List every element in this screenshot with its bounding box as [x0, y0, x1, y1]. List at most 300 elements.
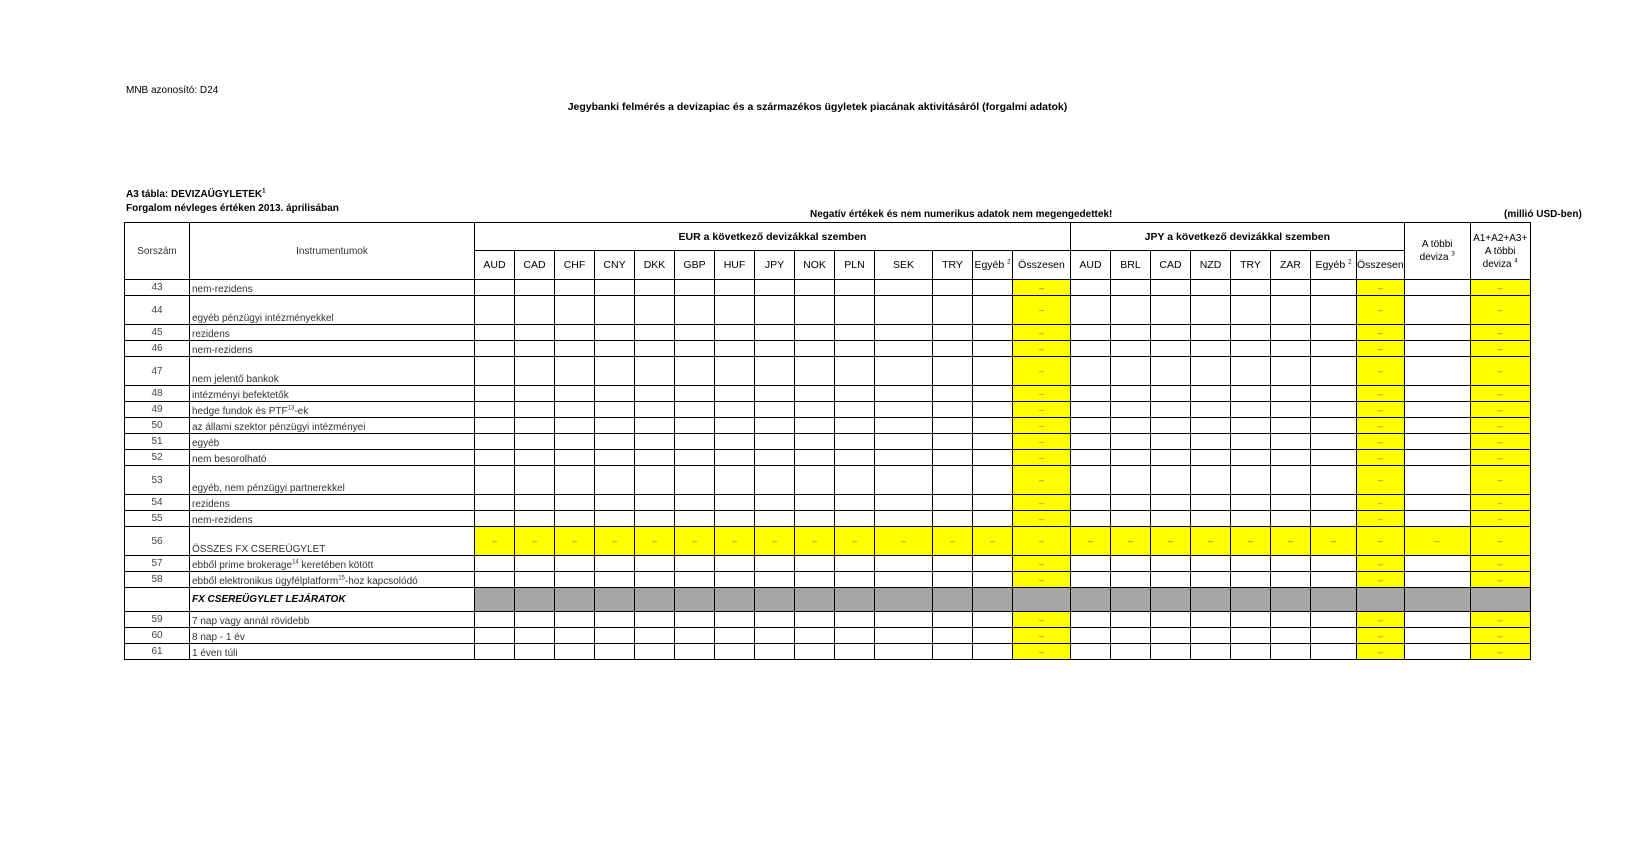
input-cell[interactable]: [1231, 612, 1271, 628]
other-currency-cell[interactable]: [1404, 280, 1470, 296]
input-cell[interactable]: [875, 418, 933, 434]
input-cell[interactable]: [475, 418, 515, 434]
input-cell[interactable]: [475, 357, 515, 386]
other-currency-cell[interactable]: [1404, 511, 1470, 527]
input-cell[interactable]: [795, 495, 835, 511]
input-cell[interactable]: [1111, 612, 1151, 628]
input-cell[interactable]: [475, 296, 515, 325]
input-cell[interactable]: [635, 466, 675, 495]
input-cell[interactable]: [795, 466, 835, 495]
input-cell[interactable]: [675, 644, 715, 660]
input-cell[interactable]: [715, 357, 755, 386]
input-cell[interactable]: [1271, 450, 1311, 466]
other-currency-cell[interactable]: [1404, 556, 1470, 572]
input-cell[interactable]: [1071, 386, 1111, 402]
input-cell[interactable]: [1191, 466, 1231, 495]
input-cell[interactable]: [835, 628, 875, 644]
input-cell[interactable]: [875, 628, 933, 644]
input-cell[interactable]: [973, 386, 1013, 402]
input-cell[interactable]: [1231, 450, 1271, 466]
input-cell[interactable]: [755, 450, 795, 466]
input-cell[interactable]: [1151, 556, 1191, 572]
input-cell[interactable]: [555, 402, 595, 418]
input-cell[interactable]: [595, 325, 635, 341]
input-cell[interactable]: [835, 418, 875, 434]
input-cell[interactable]: [715, 644, 755, 660]
input-cell[interactable]: [635, 280, 675, 296]
input-cell[interactable]: [933, 402, 973, 418]
input-cell[interactable]: [973, 495, 1013, 511]
input-cell[interactable]: [795, 511, 835, 527]
input-cell[interactable]: [755, 325, 795, 341]
input-cell[interactable]: [1311, 325, 1357, 341]
input-cell[interactable]: [973, 418, 1013, 434]
input-cell[interactable]: [1311, 450, 1357, 466]
input-cell[interactable]: [973, 572, 1013, 588]
input-cell[interactable]: [1071, 628, 1111, 644]
other-currency-cell[interactable]: [1404, 434, 1470, 450]
input-cell[interactable]: [933, 556, 973, 572]
other-currency-cell[interactable]: [1404, 418, 1470, 434]
input-cell[interactable]: [1071, 556, 1111, 572]
input-cell[interactable]: [1111, 495, 1151, 511]
other-currency-cell[interactable]: [1404, 612, 1470, 628]
input-cell[interactable]: [755, 572, 795, 588]
input-cell[interactable]: [1151, 612, 1191, 628]
input-cell[interactable]: [933, 357, 973, 386]
other-currency-cell[interactable]: [1404, 296, 1470, 325]
input-cell[interactable]: [1151, 450, 1191, 466]
input-cell[interactable]: [635, 418, 675, 434]
input-cell[interactable]: [1231, 402, 1271, 418]
input-cell[interactable]: [875, 386, 933, 402]
input-cell[interactable]: [1311, 612, 1357, 628]
other-currency-cell[interactable]: [1404, 357, 1470, 386]
other-currency-cell[interactable]: [1404, 341, 1470, 357]
input-cell[interactable]: [795, 296, 835, 325]
input-cell[interactable]: [755, 296, 795, 325]
input-cell[interactable]: [973, 341, 1013, 357]
input-cell[interactable]: [1231, 386, 1271, 402]
input-cell[interactable]: [1111, 325, 1151, 341]
input-cell[interactable]: [675, 511, 715, 527]
input-cell[interactable]: [675, 495, 715, 511]
input-cell[interactable]: [715, 450, 755, 466]
input-cell[interactable]: [1111, 357, 1151, 386]
input-cell[interactable]: [635, 511, 675, 527]
input-cell[interactable]: [555, 341, 595, 357]
input-cell[interactable]: [933, 386, 973, 402]
input-cell[interactable]: [475, 434, 515, 450]
input-cell[interactable]: [1271, 644, 1311, 660]
input-cell[interactable]: [795, 325, 835, 341]
input-cell[interactable]: [555, 418, 595, 434]
input-cell[interactable]: [475, 556, 515, 572]
input-cell[interactable]: [795, 644, 835, 660]
input-cell[interactable]: [675, 325, 715, 341]
input-cell[interactable]: [675, 572, 715, 588]
input-cell[interactable]: [1271, 612, 1311, 628]
input-cell[interactable]: [755, 434, 795, 450]
input-cell[interactable]: [973, 434, 1013, 450]
input-cell[interactable]: [795, 418, 835, 434]
input-cell[interactable]: [835, 402, 875, 418]
input-cell[interactable]: [555, 612, 595, 628]
input-cell[interactable]: [555, 450, 595, 466]
input-cell[interactable]: [1191, 628, 1231, 644]
input-cell[interactable]: [595, 402, 635, 418]
input-cell[interactable]: [795, 341, 835, 357]
input-cell[interactable]: [675, 628, 715, 644]
input-cell[interactable]: [1071, 296, 1111, 325]
input-cell[interactable]: [875, 280, 933, 296]
input-cell[interactable]: [933, 511, 973, 527]
input-cell[interactable]: [755, 556, 795, 572]
input-cell[interactable]: [595, 495, 635, 511]
input-cell[interactable]: [1311, 418, 1357, 434]
input-cell[interactable]: [595, 572, 635, 588]
input-cell[interactable]: [1151, 402, 1191, 418]
input-cell[interactable]: [595, 450, 635, 466]
input-cell[interactable]: [1151, 280, 1191, 296]
input-cell[interactable]: [875, 357, 933, 386]
input-cell[interactable]: [875, 495, 933, 511]
input-cell[interactable]: [515, 325, 555, 341]
input-cell[interactable]: [1231, 644, 1271, 660]
input-cell[interactable]: [933, 450, 973, 466]
input-cell[interactable]: [635, 495, 675, 511]
input-cell[interactable]: [933, 495, 973, 511]
input-cell[interactable]: [635, 556, 675, 572]
input-cell[interactable]: [635, 628, 675, 644]
input-cell[interactable]: [515, 450, 555, 466]
input-cell[interactable]: [1311, 386, 1357, 402]
input-cell[interactable]: [1311, 466, 1357, 495]
input-cell[interactable]: [835, 280, 875, 296]
input-cell[interactable]: [795, 450, 835, 466]
input-cell[interactable]: [1311, 434, 1357, 450]
input-cell[interactable]: [875, 402, 933, 418]
other-currency-cell[interactable]: [1404, 325, 1470, 341]
input-cell[interactable]: [1231, 511, 1271, 527]
input-cell[interactable]: [973, 357, 1013, 386]
input-cell[interactable]: [835, 450, 875, 466]
input-cell[interactable]: [1111, 572, 1151, 588]
other-currency-cell[interactable]: [1404, 466, 1470, 495]
input-cell[interactable]: [835, 644, 875, 660]
input-cell[interactable]: [973, 612, 1013, 628]
input-cell[interactable]: [875, 325, 933, 341]
input-cell[interactable]: [1271, 280, 1311, 296]
input-cell[interactable]: [1311, 572, 1357, 588]
input-cell[interactable]: [933, 628, 973, 644]
input-cell[interactable]: [475, 450, 515, 466]
input-cell[interactable]: [675, 466, 715, 495]
input-cell[interactable]: [475, 511, 515, 527]
input-cell[interactable]: [1071, 511, 1111, 527]
input-cell[interactable]: [1191, 644, 1231, 660]
input-cell[interactable]: [1271, 341, 1311, 357]
input-cell[interactable]: [635, 341, 675, 357]
input-cell[interactable]: [1271, 556, 1311, 572]
input-cell[interactable]: [515, 495, 555, 511]
input-cell[interactable]: [635, 296, 675, 325]
input-cell[interactable]: [1191, 280, 1231, 296]
input-cell[interactable]: [1111, 628, 1151, 644]
input-cell[interactable]: [715, 418, 755, 434]
input-cell[interactable]: [1071, 572, 1111, 588]
input-cell[interactable]: [933, 296, 973, 325]
input-cell[interactable]: [1191, 402, 1231, 418]
input-cell[interactable]: [1151, 495, 1191, 511]
input-cell[interactable]: [1231, 296, 1271, 325]
input-cell[interactable]: [835, 511, 875, 527]
input-cell[interactable]: [675, 296, 715, 325]
input-cell[interactable]: [875, 341, 933, 357]
input-cell[interactable]: [795, 572, 835, 588]
input-cell[interactable]: [675, 418, 715, 434]
input-cell[interactable]: [515, 572, 555, 588]
input-cell[interactable]: [595, 418, 635, 434]
input-cell[interactable]: [1111, 402, 1151, 418]
input-cell[interactable]: [1071, 418, 1111, 434]
input-cell[interactable]: [595, 511, 635, 527]
input-cell[interactable]: [1191, 296, 1231, 325]
input-cell[interactable]: [515, 357, 555, 386]
input-cell[interactable]: [1271, 628, 1311, 644]
input-cell[interactable]: [933, 325, 973, 341]
input-cell[interactable]: [1191, 341, 1231, 357]
input-cell[interactable]: [835, 612, 875, 628]
input-cell[interactable]: [875, 572, 933, 588]
input-cell[interactable]: [1111, 418, 1151, 434]
input-cell[interactable]: [675, 357, 715, 386]
input-cell[interactable]: [595, 434, 635, 450]
input-cell[interactable]: [835, 572, 875, 588]
input-cell[interactable]: [1271, 325, 1311, 341]
input-cell[interactable]: [973, 296, 1013, 325]
input-cell[interactable]: [715, 511, 755, 527]
input-cell[interactable]: [595, 341, 635, 357]
input-cell[interactable]: [973, 450, 1013, 466]
input-cell[interactable]: [475, 612, 515, 628]
input-cell[interactable]: [555, 466, 595, 495]
input-cell[interactable]: [715, 572, 755, 588]
input-cell[interactable]: [715, 466, 755, 495]
input-cell[interactable]: [875, 644, 933, 660]
input-cell[interactable]: [475, 644, 515, 660]
input-cell[interactable]: [1271, 572, 1311, 588]
input-cell[interactable]: [1111, 556, 1151, 572]
input-cell[interactable]: [973, 644, 1013, 660]
input-cell[interactable]: [1071, 325, 1111, 341]
input-cell[interactable]: [795, 280, 835, 296]
input-cell[interactable]: [1231, 434, 1271, 450]
input-cell[interactable]: [1271, 357, 1311, 386]
input-cell[interactable]: [1311, 296, 1357, 325]
input-cell[interactable]: [795, 556, 835, 572]
input-cell[interactable]: [475, 628, 515, 644]
input-cell[interactable]: [755, 466, 795, 495]
input-cell[interactable]: [475, 466, 515, 495]
input-cell[interactable]: [715, 556, 755, 572]
input-cell[interactable]: [555, 357, 595, 386]
input-cell[interactable]: [1151, 418, 1191, 434]
input-cell[interactable]: [1111, 296, 1151, 325]
input-cell[interactable]: [755, 418, 795, 434]
input-cell[interactable]: [475, 341, 515, 357]
input-cell[interactable]: [973, 325, 1013, 341]
input-cell[interactable]: [1071, 450, 1111, 466]
input-cell[interactable]: [1231, 572, 1271, 588]
input-cell[interactable]: [1071, 466, 1111, 495]
other-currency-cell[interactable]: [1404, 644, 1470, 660]
input-cell[interactable]: [1231, 466, 1271, 495]
input-cell[interactable]: [1191, 386, 1231, 402]
input-cell[interactable]: [635, 450, 675, 466]
input-cell[interactable]: [515, 612, 555, 628]
input-cell[interactable]: [1071, 341, 1111, 357]
input-cell[interactable]: [795, 402, 835, 418]
input-cell[interactable]: [755, 612, 795, 628]
input-cell[interactable]: [875, 296, 933, 325]
input-cell[interactable]: [1271, 466, 1311, 495]
input-cell[interactable]: [555, 628, 595, 644]
input-cell[interactable]: [555, 644, 595, 660]
input-cell[interactable]: [1191, 612, 1231, 628]
input-cell[interactable]: [515, 628, 555, 644]
input-cell[interactable]: [1071, 280, 1111, 296]
input-cell[interactable]: [835, 386, 875, 402]
input-cell[interactable]: [515, 280, 555, 296]
input-cell[interactable]: [635, 325, 675, 341]
input-cell[interactable]: [675, 402, 715, 418]
input-cell[interactable]: [875, 511, 933, 527]
input-cell[interactable]: [595, 644, 635, 660]
input-cell[interactable]: [635, 612, 675, 628]
input-cell[interactable]: [1151, 466, 1191, 495]
input-cell[interactable]: [595, 556, 635, 572]
input-cell[interactable]: [1111, 450, 1151, 466]
input-cell[interactable]: [1111, 511, 1151, 527]
input-cell[interactable]: [1071, 495, 1111, 511]
input-cell[interactable]: [635, 402, 675, 418]
input-cell[interactable]: [715, 325, 755, 341]
input-cell[interactable]: [475, 325, 515, 341]
input-cell[interactable]: [835, 341, 875, 357]
input-cell[interactable]: [1111, 644, 1151, 660]
input-cell[interactable]: [755, 511, 795, 527]
input-cell[interactable]: [1311, 511, 1357, 527]
input-cell[interactable]: [1231, 325, 1271, 341]
input-cell[interactable]: [1231, 357, 1271, 386]
input-cell[interactable]: [1231, 556, 1271, 572]
input-cell[interactable]: [515, 511, 555, 527]
input-cell[interactable]: [795, 612, 835, 628]
input-cell[interactable]: [1071, 357, 1111, 386]
input-cell[interactable]: [515, 418, 555, 434]
input-cell[interactable]: [835, 466, 875, 495]
input-cell[interactable]: [1191, 450, 1231, 466]
input-cell[interactable]: [595, 280, 635, 296]
input-cell[interactable]: [1111, 386, 1151, 402]
input-cell[interactable]: [635, 357, 675, 386]
input-cell[interactable]: [1191, 511, 1231, 527]
input-cell[interactable]: [875, 466, 933, 495]
input-cell[interactable]: [635, 434, 675, 450]
input-cell[interactable]: [1311, 556, 1357, 572]
input-cell[interactable]: [715, 434, 755, 450]
input-cell[interactable]: [875, 556, 933, 572]
input-cell[interactable]: [933, 418, 973, 434]
input-cell[interactable]: [715, 341, 755, 357]
input-cell[interactable]: [1191, 572, 1231, 588]
input-cell[interactable]: [1311, 280, 1357, 296]
input-cell[interactable]: [1151, 341, 1191, 357]
input-cell[interactable]: [795, 386, 835, 402]
input-cell[interactable]: [1191, 325, 1231, 341]
input-cell[interactable]: [835, 357, 875, 386]
input-cell[interactable]: [795, 434, 835, 450]
input-cell[interactable]: [1191, 418, 1231, 434]
input-cell[interactable]: [1191, 556, 1231, 572]
input-cell[interactable]: [555, 572, 595, 588]
input-cell[interactable]: [675, 450, 715, 466]
other-currency-cell[interactable]: [1404, 572, 1470, 588]
input-cell[interactable]: [973, 466, 1013, 495]
input-cell[interactable]: [1311, 341, 1357, 357]
input-cell[interactable]: [515, 296, 555, 325]
input-cell[interactable]: [1271, 511, 1311, 527]
input-cell[interactable]: [1311, 644, 1357, 660]
input-cell[interactable]: [933, 434, 973, 450]
input-cell[interactable]: [555, 495, 595, 511]
other-currency-cell[interactable]: [1404, 495, 1470, 511]
input-cell[interactable]: [555, 434, 595, 450]
input-cell[interactable]: [1071, 434, 1111, 450]
input-cell[interactable]: [795, 357, 835, 386]
input-cell[interactable]: [755, 357, 795, 386]
input-cell[interactable]: [635, 644, 675, 660]
input-cell[interactable]: [1151, 386, 1191, 402]
input-cell[interactable]: [1271, 495, 1311, 511]
other-currency-cell[interactable]: [1404, 402, 1470, 418]
input-cell[interactable]: [1151, 434, 1191, 450]
input-cell[interactable]: [755, 341, 795, 357]
input-cell[interactable]: [1151, 572, 1191, 588]
input-cell[interactable]: [475, 280, 515, 296]
input-cell[interactable]: [875, 434, 933, 450]
input-cell[interactable]: [835, 434, 875, 450]
input-cell[interactable]: [755, 628, 795, 644]
input-cell[interactable]: [555, 386, 595, 402]
input-cell[interactable]: [555, 325, 595, 341]
input-cell[interactable]: [595, 612, 635, 628]
input-cell[interactable]: [795, 628, 835, 644]
input-cell[interactable]: [635, 572, 675, 588]
input-cell[interactable]: [1231, 418, 1271, 434]
input-cell[interactable]: [933, 572, 973, 588]
input-cell[interactable]: [515, 386, 555, 402]
input-cell[interactable]: [675, 556, 715, 572]
input-cell[interactable]: [973, 280, 1013, 296]
input-cell[interactable]: [1231, 628, 1271, 644]
input-cell[interactable]: [755, 644, 795, 660]
input-cell[interactable]: [675, 280, 715, 296]
input-cell[interactable]: [675, 612, 715, 628]
input-cell[interactable]: [715, 402, 755, 418]
input-cell[interactable]: [1311, 628, 1357, 644]
